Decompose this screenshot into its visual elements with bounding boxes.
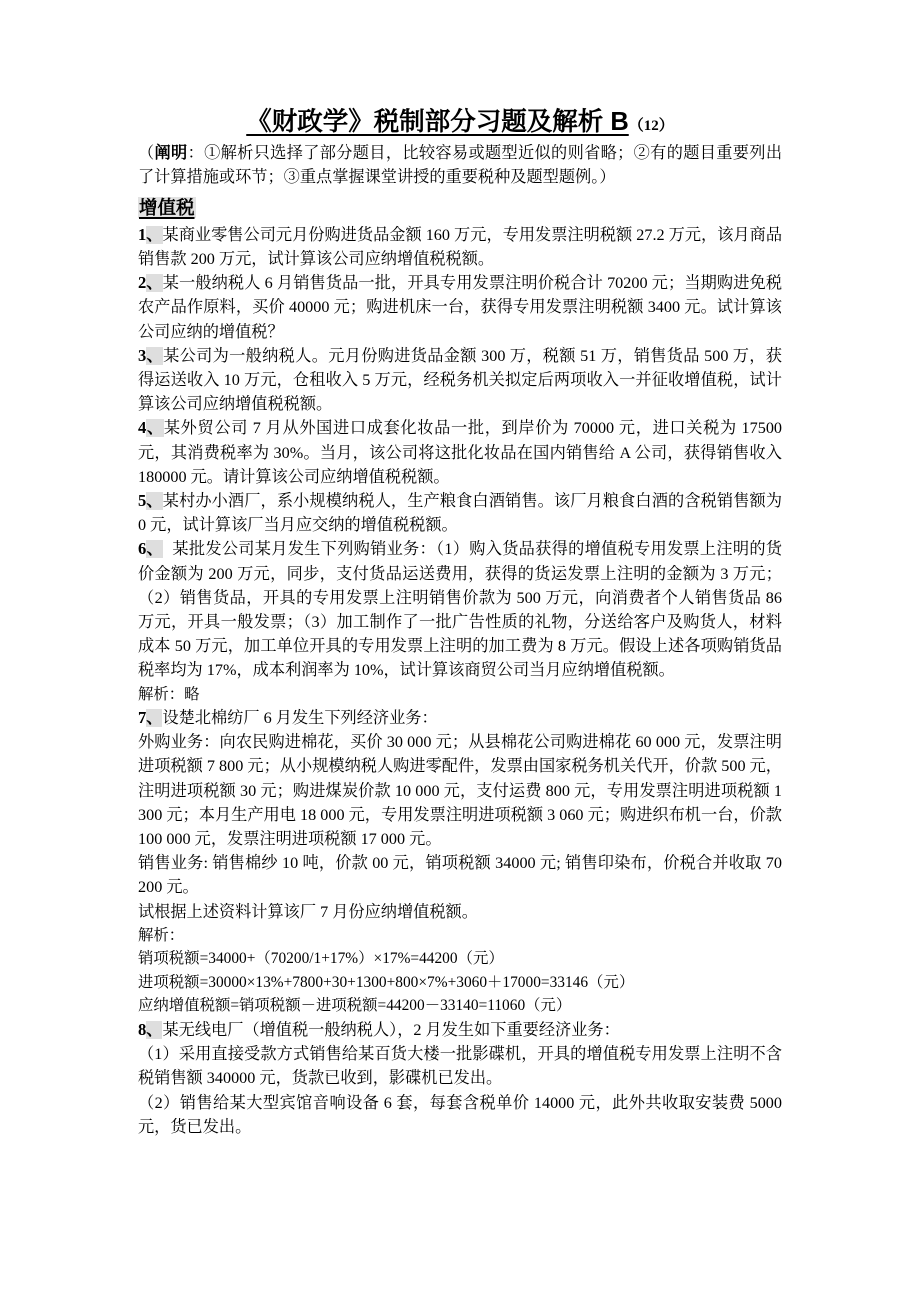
item-7-solution-label: 解析： [138, 926, 185, 944]
question-item-5 [138, 489, 782, 537]
question-item-6 [138, 537, 782, 682]
item-8-sub-2: （2）销售给某大型宾馆音响设备 6 套，每套含税单价 14000 元，此外共收取安装费 5000 元，货已发出。 [138, 1093, 782, 1136]
question-item-8-heading [138, 1018, 782, 1042]
item-text: 某批发公司某月发生下列购销业务：（1）购入货品获得的增值税专用发票上注明的货价金额为 200 万元，同步，支付货品运送费用，获得的货运发票上注明的金额为 3 万元；（2）销售货品，开具的专用发票上注明销售价款为 500 万元，向消费者个人销售货品 86 万元，开具一般发票；（3）加工制作了一批广告性质的礼物，分送给客户及购货人，材料成本 50 万元，加工单位开具的专用发票上注明的加工费为 8 万元。假设上述各项购销货品税率均为 17%，成本利润率为 10%，试计算该商贸公司当月应纳增值税额。 [138, 540, 783, 680]
item-number: 2 [138, 273, 147, 293]
item-7-calc-payable-tax: 应纳增值税额=销项税额－进项税额=44200－33140=11060（元） [138, 997, 572, 1015]
item-mark: 、 [146, 225, 163, 244]
note-text: ：①解析只选择了部分题目，比较容易或题型近似的则省略；②有的题目重要列出了计算措施或环节；③重点掌握课堂讲授的重要税种及题型题例。） [138, 143, 783, 187]
page-title [138, 108, 782, 137]
item-text: 某村办小酒厂，系小规模纳税人，生产粮食白酒销售。该厂月粮食白酒的含税销售额为 0 元，试计算该厂当月应交纳的增值税税额。 [138, 491, 783, 535]
item-number: 3 [138, 345, 147, 365]
item-6-solution: 解析：略 [138, 685, 200, 703]
item-number: 1 [138, 224, 147, 244]
question-item-3 [138, 344, 782, 417]
item-mark: 、 [146, 346, 164, 365]
item-text: 某商业零售公司元月份购进货品金额 160 万元，专用发票注明税额 27.2 万元，该月商品销售款 200 万元，试计算该公司应纳增值税税额。 [138, 225, 783, 268]
item-text: 某无线电厂（增值税一般纳税人），2 月发生如下重要经济业务： [162, 1021, 620, 1040]
item-mark: 、 [146, 274, 163, 293]
item-number: 7 [138, 708, 147, 727]
item-7-question: 试根据上述资料计算该厂 7 月份应纳增值税额。 [138, 902, 478, 921]
section-heading-vat [138, 195, 782, 221]
note-bold-label: 阐明 [154, 143, 188, 162]
item-text: 某外贸公司 7 月从外国进口成套化妆品一批，到岸价为 70000 元，进口关税为 17500 元，其消费税率为 30%。当月，该公司将这批化妆品在国内销售给 A 公司，获得销售收入 180000 元。请计算该公司应纳增值税税额。 [138, 419, 783, 486]
item-number: 6 [138, 539, 147, 559]
item-number: 4 [138, 418, 147, 438]
question-item-7-heading [138, 706, 782, 730]
item-7-sales-business: 销售业务: 销售棉纱 10 吨，价款 00 元，销项税额 34000 元; 销售印染布，价税合并收取 70 200 元。 [138, 854, 782, 897]
item-mark: 、 [146, 419, 164, 438]
document-note [138, 141, 782, 190]
item-number: 5 [138, 490, 147, 510]
item-text: 某公司为一般纳税人。元月份购进货品金额 300 万，税额 51 万，销售货品 500 万，获得运送收入 10 万元，仓租收入 5 万元，经税务机关拟定后两项收入一并征收增值税，试计算该公司应纳增值税税额。 [138, 346, 782, 414]
question-item-1 [138, 223, 782, 271]
question-item-2 [138, 271, 782, 344]
item-8-sub-1: （1）采用直接受款方式销售给某百货大楼一批影碟机，开具的增值税专用发票上注明不含税销售额 340000 元，货款已收到，影碟机已发出。 [138, 1045, 782, 1088]
item-mark: 、 [146, 709, 163, 727]
page-title-suffix: （12） [628, 118, 674, 134]
item-7-calc-output-tax: 销项税额=34000+（70200/1+17%）×17%=44200（元） [138, 950, 504, 968]
item-7-calc-input-tax: 进项税额=30000×13%+7800+30+1300+800×7%+3060＋17000=33146（元） [138, 973, 635, 991]
item-mark: 、 [146, 1021, 163, 1040]
item-text: 设楚北棉纺厂 6 月发生下列经济业务： [162, 709, 438, 727]
item-mark: 、 [146, 540, 164, 559]
section-heading-label: 增值税 [139, 196, 195, 218]
page-title-main: 《财政学》税制部分习题及解析 B [246, 108, 629, 136]
question-item-4 [138, 416, 782, 489]
item-mark: 、 [146, 491, 163, 510]
item-7-purchase-business: 外购业务：向农民购进棉花，买价 30 000 元；从县棉花公司购进棉花 60 000 元，发票注明进项税额 7 800 元；从小规模纳税人购进零配件，发票由国家税务机关代开，价款 500 元，注明进项税额 30 元；购进煤炭价款 10 000 元，支付运费 800 元，专用发票注明进项税额 1 300 元；本月生产用电 18 000 元，专用发票注明进项税额 3 060 元；购进织布机一台，价款 100 000 元，发票注明进项税额 17 000 元。 [138, 733, 782, 849]
note-prefix: （ [138, 143, 155, 162]
item-number: 8 [138, 1020, 147, 1040]
document-body [138, 108, 782, 1139]
item-text: 某一般纳税人 6 月销售货品一批，开具专用发票注明价税合计 70200 元；当期购进免税农产品作原料，买价 40000 元；购进机床一台，获得专用发票注明税额 3400 元。试计算该公司应纳的增值税？ [138, 274, 783, 341]
